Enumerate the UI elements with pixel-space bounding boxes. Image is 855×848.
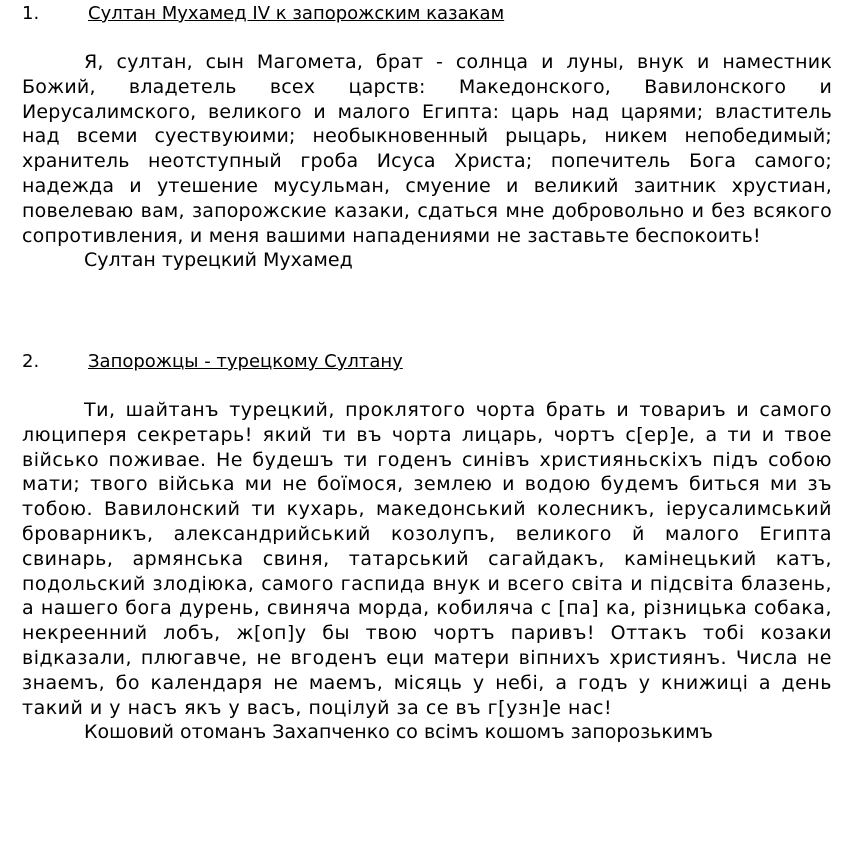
section-number: 2. bbox=[22, 351, 40, 372]
section-heading bbox=[22, 350, 832, 374]
section-number: 1. bbox=[22, 3, 40, 24]
section-title: Запорожцы - турецкому Султану bbox=[88, 351, 403, 372]
section-cossack-reply bbox=[22, 350, 832, 745]
letter-body: Ти, шайтанъ турецкий, проклятого чорта брать и товариъ и самого люциперя секретарь! який ти въ чорта лицарь, чортъ с[ер]е, а ти и твое військо поживае. Не будешъ ти годенъ синівъ християньскіхъ підъ собою мати; твого війська ми не боїмося, землею и водою будемъ биться ми зъ тобою. Вавилонский ти кухарь, македонський колесникъ, іерусалимський броварникъ, александрийський козолупъ, великого й малого Египта свинарь, армянська свиня, татарський сагайдакъ, камінецький катъ, подольский злодіюка, самого гаспида внук и всего світа и підсвіта блазень, а нашего бога дурень, свиняча морда, кобиляча с [па] ка, різницька собака, некреенний лобъ, ж[оп]у бы твою чортъ паривъ! Оттакъ тобі козаки відказали, плюгавче, не вгоденъ еци матери віпнихъ християнъ. Числа не знаемъ, бо календаря не маемъ, місяць у небі, а годъ у книжиці а день такий и у насъ якъ у васъ, поцілуй за се въ г[узн]е нас! bbox=[22, 399, 832, 719]
section-sultan-letter bbox=[22, 2, 832, 273]
letter-body: Я, султан, сын Магомета, брат - солнца и луны, внук и наместник Божий, владетель всех царств: Македонского, Вавилонского и Иерусалимского, великого и малого Египта: царь над царями; властитель над всеми суествуюими; необыкновенный рыцарь, никем непобедимый; хранитель неотступный гроба Исуса Христа; попечитель Бога самого; надежда и утешение мусульман, смуение и великий заитник хрустиан, повелеваю вам, запорожские казаки, сдаться мне добровольно и без всякого сопротивления, и меня вашими нападениями не заставьте беспокоить! bbox=[22, 51, 832, 247]
letter-signature: Султан турецкий Мухамед bbox=[84, 249, 353, 272]
section-title: Султан Мухамед IV к запорожским казакам bbox=[88, 3, 505, 24]
letter-signature: Кошовий отоманъ Захапченко со всімъ кошомъ запорозькимъ bbox=[84, 721, 713, 744]
section-heading bbox=[22, 2, 832, 26]
